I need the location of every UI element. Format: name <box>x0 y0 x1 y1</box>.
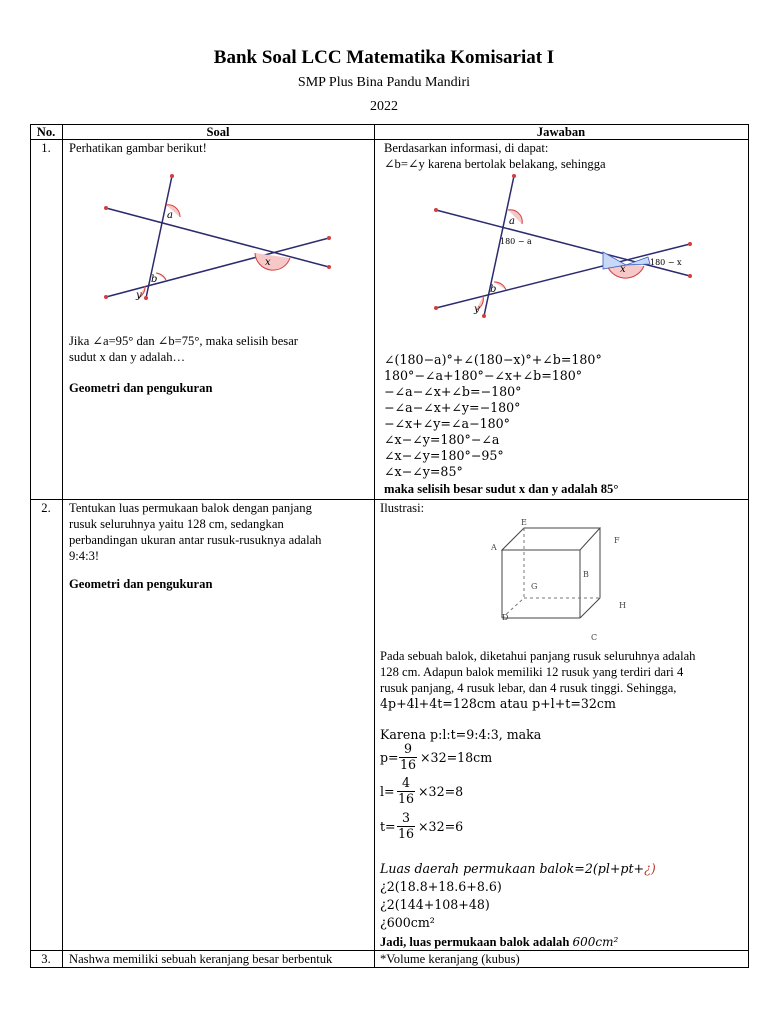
q1-step-4: −∠a−∠x+∠y=−180° <box>384 400 521 415</box>
q1-step-2: 180°−∠a+180°−∠x+∠b=180° <box>384 368 583 383</box>
q1-conclusion: maka selisih besar sudut x dan y adalah 85° <box>384 482 619 496</box>
cuboid-illustration <box>484 514 634 644</box>
q2-question-line-2: rusuk seluruhnya yaitu 128 cm, sedangkan <box>69 517 284 531</box>
q2-question-line-4: 9:4:3! <box>69 549 100 563</box>
q1-step-5: −∠x+∠y=∠a−180° <box>384 416 510 431</box>
q2-p-fraction <box>398 742 418 774</box>
vertex-label-h: H <box>619 601 626 610</box>
q2-ilustrasi-label: Ilustrasi: <box>380 501 425 515</box>
q2-question-line-1: Tentukan luas permukaan balok dengan panjang <box>69 501 312 515</box>
angle-label-b: b <box>490 284 497 295</box>
vertex-label-b: B <box>583 570 589 579</box>
q2-final-answer-text: Jadi, luas permukaan balok adalah <box>380 935 570 949</box>
q2-l-lhs: l= <box>380 784 395 799</box>
q1-category: Geometri dan pengukuran <box>69 381 213 395</box>
q3-answer: *Volume keranjang (kubus) <box>380 952 520 966</box>
q2-l-fraction <box>396 776 416 808</box>
q2-p-numerator: 9 <box>403 741 412 756</box>
q2-final-answer <box>380 934 618 950</box>
school-name: SMP Plus Bina Pandu Mandiri <box>297 75 471 90</box>
q1-lines-figure <box>100 170 340 310</box>
q1-step-8: ∠x−∠y=85° <box>384 464 463 479</box>
row-2-number: 2. <box>41 501 51 515</box>
q1-step-1: ∠(180−a)°+∠(180−x)°+∠b=180° <box>384 352 602 367</box>
q1-answer-intro: Berdasarkan informasi, di dapat: <box>384 141 549 155</box>
q2-t-rhs: ×32=6 <box>418 819 464 834</box>
q1-answer-figure <box>428 172 700 320</box>
q2-category: Geometri dan pengukuran <box>69 577 213 591</box>
q2-surface-formula-text: Luas daerah permukaan balok=2(pl+pt+ <box>380 861 645 876</box>
q2-surface-step-3: ¿600cm² <box>380 915 435 930</box>
q1-question-line-2: sudut x dan y adalah… <box>69 350 186 364</box>
angle-label-y: y <box>136 290 142 301</box>
column-header-soal: Soal <box>206 125 230 139</box>
q2-edge-equation: 4p+4l+4t=128cm atau p+l+t=32cm <box>380 696 616 711</box>
q2-surface-formula <box>380 861 656 877</box>
q2-t-fraction <box>396 811 416 843</box>
vertex-label-d: D <box>502 613 509 622</box>
q2-surface-step-2: ¿2(144+108+48) <box>380 897 490 912</box>
q2-question-line-3: perbandingan ukuran antar rusuk-rusuknya adalah <box>69 533 322 547</box>
q2-surface-formula-end: ¿) <box>644 861 656 876</box>
q2-p-lhs: p= <box>380 750 399 765</box>
vertex-label-g: G <box>531 582 538 591</box>
angle-label-x: x <box>265 257 271 268</box>
q2-paragraph-line-1: Pada sebuah balok, diketahui panjang rusuk seluruhnya adalah <box>380 649 696 663</box>
q2-t-numerator: 3 <box>401 810 410 825</box>
vertex-label-a: A <box>491 543 497 552</box>
q2-l-numerator: 4 <box>401 775 410 790</box>
document-title: Bank Soal LCC Matematika Komisariat I <box>213 47 555 68</box>
q2-paragraph-line-3: rusuk panjang, 4 rusuk lebar, dan 4 rusuk tinggi. Sehingga, <box>380 681 677 695</box>
document-year: 2022 <box>370 99 398 114</box>
angle-label-180-a: 180 − a <box>500 237 532 246</box>
angle-label-a: a <box>167 210 173 221</box>
angle-label-b: b <box>151 274 158 285</box>
row-3-number: 3. <box>41 952 51 966</box>
q1-step-7: ∠x−∠y=180°−95° <box>384 448 504 463</box>
angle-label-x: x <box>620 264 626 275</box>
angle-label-y: y <box>474 304 480 315</box>
q1-prompt: Perhatikan gambar berikut! <box>69 141 207 155</box>
q2-p-rhs: ×32=18cm <box>420 750 493 765</box>
angle-label-180-x: 180 − x <box>650 258 682 267</box>
column-header-jawaban: Jawaban <box>536 125 586 139</box>
vertex-label-f: F <box>614 536 620 545</box>
column-header-no: No. <box>36 125 56 139</box>
q2-surface-step-1: ¿2(18.8+18.6+8.6) <box>380 879 502 894</box>
q2-t-denominator: 16 <box>397 826 415 841</box>
q2-final-answer-value: 600cm² <box>572 935 619 949</box>
q2-l-denominator: 16 <box>397 791 415 806</box>
q2-p-denominator: 16 <box>399 757 417 772</box>
q2-paragraph-line-2: 128 cm. Adapun balok memiliki 12 rusuk yang terdiri dari 4 <box>380 665 684 679</box>
q1-question-line-1: Jika ∠a=95° dan ∠b=75°, maka selisih besar <box>69 334 298 348</box>
q2-t-lhs: t= <box>380 819 396 834</box>
angle-label-a: a <box>509 216 515 227</box>
q3-question: Nashwa memiliki sebuah keranjang besar berbentuk <box>69 952 333 966</box>
vertex-label-e: E <box>521 518 527 527</box>
q2-ratio-line: Karena p:l:t=9:4:3, maka <box>380 727 542 742</box>
vertex-label-c: C <box>591 633 598 642</box>
q1-step-3: −∠a−∠x+∠b=−180° <box>384 384 522 399</box>
row-1-number: 1. <box>41 141 51 155</box>
q1-step-6: ∠x−∠y=180°−∠a <box>384 432 500 447</box>
q1-answer-reason: ∠b=∠y karena bertolak belakang, sehingga <box>384 157 606 171</box>
q2-l-rhs: ×32=8 <box>418 784 464 799</box>
